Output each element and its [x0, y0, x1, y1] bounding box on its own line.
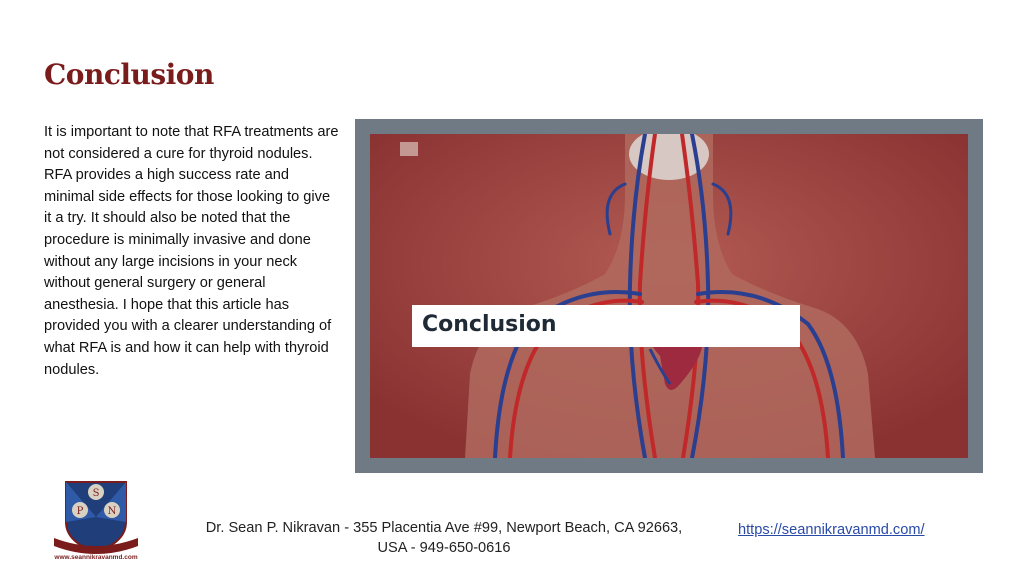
- conclusion-overlay-box: [412, 305, 800, 347]
- address-line-1: Dr. Sean P. Nikravan - 355 Placentia Ave #99, Newport Beach, CA 92663,: [205, 520, 683, 536]
- circulatory-system-illustration: [370, 134, 968, 458]
- overlay-label: Conclusion: [422, 312, 557, 337]
- logo-caption: www.seannikravanmd.com: [54, 554, 138, 561]
- circulatory-system-image: [355, 119, 983, 473]
- logo-letter-s: S: [92, 488, 100, 499]
- address-line-2: USA - 949-650-0616: [377, 540, 511, 556]
- footer-address: [190, 518, 698, 558]
- website-link[interactable]: https://seannikravanmd.com/: [738, 522, 925, 538]
- shield-logo-icon: [44, 480, 148, 556]
- logo-letter-n: N: [107, 506, 117, 517]
- slide-title: Conclusion: [44, 58, 214, 91]
- logo-letter-p: P: [76, 506, 84, 517]
- body-paragraph: It is important to note that RFA treatments are not considered a cure for thyroid nodules. RFA provides a high success rate and minimal side effects for those looking to give it a try. It should also be noted that the procedure is minimally invasive and done without any large incisions in your neck without general surgery or general anesthesia. I hope that this article has provided you with a clearer understanding of what RFA is and how it can help with thyroid nodules.: [44, 124, 339, 378]
- clinic-logo: [44, 480, 148, 564]
